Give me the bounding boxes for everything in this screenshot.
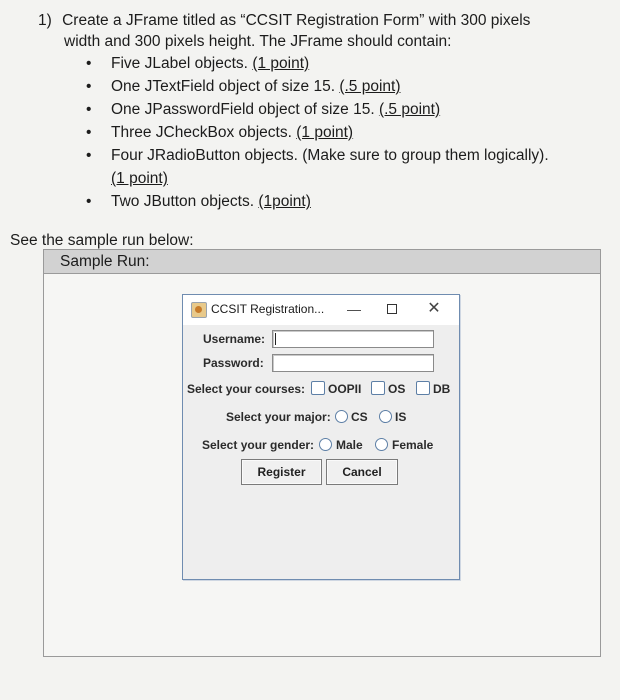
list-item: • Two JButton objects. (1point)	[86, 190, 596, 213]
points-label: (1 point)	[252, 55, 310, 72]
checkbox-os[interactable]	[371, 381, 385, 395]
minimize-button[interactable]: —	[347, 301, 361, 317]
register-button[interactable]: Register	[241, 459, 322, 485]
major-label: Select your major:	[226, 410, 331, 424]
points-label: (.5 point)	[378, 101, 441, 118]
password-field[interactable]	[272, 354, 434, 372]
radio-cs[interactable]	[335, 410, 348, 423]
bullet-icon: •	[86, 101, 92, 118]
list-item: • One JTextField object of size 15. (.5 point)	[86, 75, 596, 98]
list-item: • Four JRadioButton objects. (Make sure to group them logically). (1 point)	[86, 144, 596, 190]
checkbox-os-label: OS	[388, 382, 406, 396]
question-line-2: width and 300 pixels height. The JFrame should contain:	[64, 33, 452, 50]
radio-female[interactable]	[375, 438, 388, 451]
window-title: CCSIT Registration...	[211, 302, 325, 316]
list-item: • One JPasswordField object of size 15. (.5 point)	[86, 98, 596, 121]
radio-male[interactable]	[319, 438, 332, 451]
username-label: Username:	[203, 332, 266, 346]
sample-run-box	[43, 249, 601, 657]
gender-label: Select your gender:	[202, 438, 315, 452]
checkbox-oopii[interactable]	[311, 381, 325, 395]
courses-label: Select your courses:	[187, 382, 306, 396]
password-label: Password:	[203, 356, 264, 370]
requirements-list	[86, 52, 596, 213]
radio-cs-label: CS	[351, 410, 368, 424]
window-content	[183, 325, 459, 575]
list-item: • Three JCheckBox objects. (1 point)	[86, 121, 596, 144]
text-caret	[275, 333, 276, 345]
maximize-button[interactable]	[381, 299, 403, 319]
checkbox-oopii-label: OOPII	[328, 382, 362, 396]
question-number: 1)	[38, 12, 52, 29]
points-label: (1 point)	[296, 124, 354, 141]
bullet-icon: •	[86, 124, 92, 141]
checkbox-db[interactable]	[416, 381, 430, 395]
question-line-1: Create a JFrame titled as “CCSIT Registration Form” with 300 pixels	[62, 12, 531, 29]
radio-is-label: IS	[395, 410, 407, 424]
radio-female-label: Female	[392, 438, 434, 452]
see-sample-text: See the sample run below:	[10, 232, 194, 249]
bullet-icon: •	[86, 193, 92, 210]
points-label: (1point)	[258, 193, 311, 210]
java-app-icon	[191, 302, 207, 318]
maximize-icon	[387, 304, 397, 314]
points-label: (.5 point)	[339, 78, 401, 95]
cancel-button[interactable]: Cancel	[326, 459, 398, 485]
list-item: • Five JLabel objects. (1 point)	[86, 52, 596, 75]
close-button[interactable]: ✕	[427, 300, 441, 317]
points-label: (1 point)	[111, 170, 168, 187]
radio-male-label: Male	[336, 438, 363, 452]
bullet-icon: •	[86, 147, 92, 164]
username-field[interactable]	[272, 330, 434, 348]
sample-run-header: Sample Run:	[44, 250, 600, 274]
bullet-icon: •	[86, 78, 92, 95]
checkbox-db-label: DB	[433, 382, 451, 396]
radio-is[interactable]	[379, 410, 392, 423]
registration-window	[182, 294, 460, 580]
bullet-icon: •	[86, 55, 92, 72]
window-titlebar[interactable]	[183, 295, 459, 325]
question-text	[38, 10, 598, 52]
